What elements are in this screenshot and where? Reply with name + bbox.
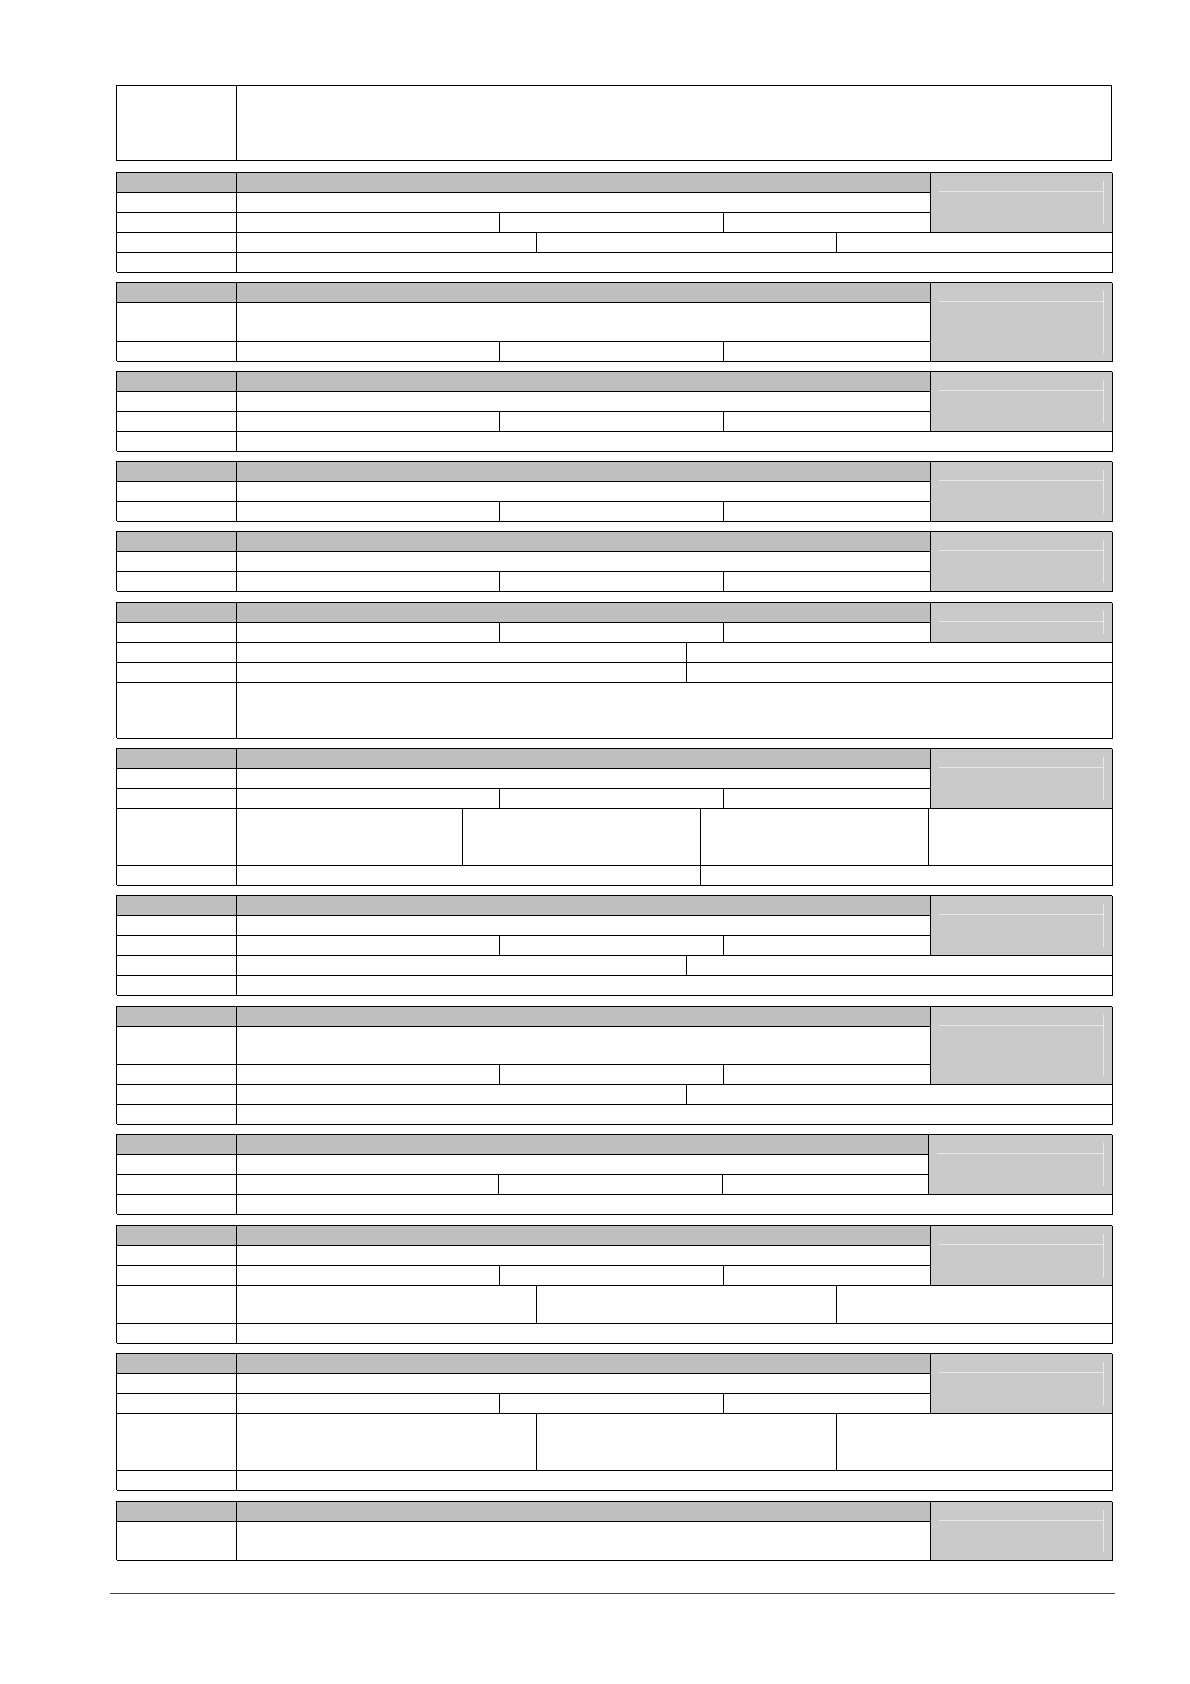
field-label-cell [117, 303, 237, 341]
field-input-cell[interactable] [237, 342, 500, 361]
section-header-row [117, 1135, 929, 1155]
field-input-cell[interactable] [837, 1286, 1113, 1323]
field-row [117, 976, 1113, 996]
field-input-cell[interactable] [237, 1522, 931, 1560]
field-row [117, 1374, 931, 1394]
header-value-cell [237, 1007, 931, 1026]
field-label-cell [117, 1027, 237, 1064]
field-input-cell[interactable] [929, 809, 1113, 865]
field-row [117, 342, 931, 362]
field-row [117, 1414, 1113, 1471]
field-input-cell[interactable] [687, 1085, 1113, 1104]
form-section-2 [116, 282, 1112, 361]
section-header-row [117, 1226, 931, 1246]
field-label-cell [117, 956, 237, 975]
field-input-cell[interactable] [724, 412, 931, 431]
field-input-cell[interactable] [500, 936, 724, 955]
field-input-cell[interactable] [500, 213, 724, 232]
field-input-cell[interactable] [724, 213, 931, 232]
field-input-cell[interactable] [687, 663, 1113, 682]
section-header-row [117, 372, 931, 392]
field-input-cell[interactable] [237, 502, 500, 521]
field-input-cell[interactable] [237, 1374, 931, 1393]
field-input-cell[interactable] [537, 1414, 837, 1470]
form-section-10 [116, 1134, 1112, 1214]
field-label-cell [117, 502, 237, 521]
form-section-6 [116, 602, 1112, 738]
field-label-cell [117, 663, 237, 682]
intro-block [116, 85, 1112, 161]
form-section-11 [116, 1225, 1112, 1343]
section-header-row [117, 896, 931, 916]
field-input-cell[interactable] [724, 936, 931, 955]
field-input-cell[interactable] [237, 303, 931, 341]
field-row [117, 916, 931, 936]
field-input-cell[interactable] [237, 623, 500, 642]
header-value-cell [237, 1354, 931, 1373]
field-label-cell [117, 643, 237, 662]
field-row [117, 392, 931, 412]
header-label-cell [117, 1007, 237, 1026]
field-row [117, 1471, 1113, 1491]
section-badge [931, 896, 1113, 956]
field-input-cell[interactable] [837, 233, 1113, 252]
field-row [117, 572, 931, 592]
header-value-cell [237, 1226, 931, 1245]
field-input-cell[interactable] [237, 552, 931, 571]
section-badge [931, 603, 1113, 643]
field-label-cell [117, 976, 237, 995]
field-input-cell[interactable] [237, 683, 1113, 738]
field-row [117, 623, 931, 643]
header-value-cell [237, 462, 931, 481]
section-header-row [117, 532, 931, 552]
header-value-cell [237, 372, 931, 391]
field-input-cell[interactable] [237, 412, 500, 431]
field-input-cell[interactable] [500, 412, 724, 431]
field-input-cell[interactable] [701, 866, 1113, 885]
field-input-cell[interactable] [237, 482, 931, 501]
field-row [117, 643, 1113, 663]
field-row [117, 1195, 1113, 1215]
field-input-cell[interactable] [500, 789, 724, 808]
field-label-cell [117, 233, 237, 252]
field-input-cell[interactable] [724, 623, 931, 642]
section-header-row [117, 603, 931, 623]
field-input-cell[interactable] [537, 233, 837, 252]
field-row [117, 193, 931, 213]
form-section-13 [116, 1501, 1112, 1560]
field-input-cell[interactable] [237, 1324, 1113, 1343]
section-badge [931, 532, 1113, 592]
field-input-cell[interactable] [237, 1394, 500, 1413]
header-label-cell [117, 462, 237, 481]
form-section-4 [116, 461, 1112, 521]
field-input-cell[interactable] [687, 643, 1113, 662]
field-row [117, 303, 931, 342]
header-label-cell [117, 283, 237, 302]
field-label-cell [117, 1246, 237, 1265]
field-label-cell [117, 1324, 237, 1343]
field-label-cell [117, 769, 237, 788]
field-label-cell [117, 1065, 237, 1084]
field-row [117, 1175, 929, 1195]
field-label-cell [117, 552, 237, 571]
field-input-cell[interactable] [237, 1246, 931, 1265]
field-row [117, 956, 1113, 976]
field-label-cell [117, 572, 237, 591]
form-section-8 [116, 895, 1112, 995]
form-section-12 [116, 1353, 1112, 1490]
field-row [117, 1085, 1113, 1105]
field-input-cell[interactable] [837, 1414, 1113, 1470]
field-label-cell [117, 623, 237, 642]
field-row [117, 936, 931, 956]
section-badge [931, 1226, 1113, 1286]
field-input-cell[interactable] [237, 1471, 1113, 1490]
field-input-cell[interactable] [499, 1175, 723, 1194]
field-input-cell[interactable] [237, 1155, 929, 1174]
field-row [117, 1394, 931, 1414]
field-input-cell[interactable] [237, 956, 687, 975]
form-section-7 [116, 748, 1112, 885]
field-row [117, 809, 1113, 866]
field-row [117, 213, 931, 233]
field-row [117, 1286, 1113, 1324]
field-row [117, 1522, 931, 1561]
field-label-cell [117, 482, 237, 501]
field-row [117, 683, 1113, 739]
header-label-cell [117, 372, 237, 391]
field-label-cell [117, 809, 237, 865]
field-label-cell [117, 1471, 237, 1490]
field-input-cell[interactable] [237, 572, 500, 591]
field-input-cell[interactable] [237, 213, 500, 232]
field-input-cell[interactable] [237, 193, 931, 212]
field-input-cell[interactable] [237, 1085, 687, 1104]
section-badge [931, 173, 1113, 233]
section-header-row [117, 1007, 931, 1027]
field-label-cell [117, 392, 237, 411]
field-input-cell[interactable] [237, 916, 931, 935]
header-value-cell [237, 603, 931, 622]
section-header-row [117, 173, 931, 193]
field-row [117, 769, 931, 789]
intro-label-cell [117, 86, 237, 160]
field-input-cell[interactable] [237, 392, 931, 411]
field-row [117, 1155, 929, 1175]
field-input-cell[interactable] [701, 809, 929, 865]
form-section-9 [116, 1006, 1112, 1124]
header-label-cell [117, 1354, 237, 1373]
field-label-cell [117, 432, 237, 451]
field-input-cell[interactable] [724, 1065, 931, 1084]
field-row [117, 1266, 931, 1286]
field-input-cell[interactable] [724, 1266, 931, 1285]
header-label-cell [117, 532, 237, 551]
field-label-cell [117, 1195, 237, 1214]
field-input-cell[interactable] [723, 1175, 929, 1194]
field-input-cell[interactable] [500, 342, 724, 361]
field-input-cell[interactable] [237, 1266, 500, 1285]
field-row [117, 432, 1113, 452]
field-label-cell [117, 253, 237, 272]
field-label-cell [117, 683, 237, 738]
field-label-cell [117, 412, 237, 431]
field-input-cell[interactable] [724, 502, 931, 521]
field-row [117, 663, 1113, 683]
field-label-cell [117, 1105, 237, 1124]
field-input-cell[interactable] [237, 936, 500, 955]
section-header-row [117, 1354, 931, 1374]
field-input-cell[interactable] [500, 502, 724, 521]
field-label-cell [117, 936, 237, 955]
field-row [117, 1105, 1113, 1125]
field-label-cell [117, 213, 237, 232]
section-header-row [117, 462, 931, 482]
field-label-cell [117, 1266, 237, 1285]
section-badge [931, 372, 1113, 432]
field-row [117, 253, 1113, 273]
field-label-cell [117, 916, 237, 935]
header-value-cell [237, 173, 931, 192]
field-input-cell[interactable] [237, 809, 463, 865]
field-row [117, 1324, 1113, 1344]
section-badge [929, 1135, 1113, 1195]
field-row [117, 789, 931, 809]
field-input-cell[interactable] [724, 342, 931, 361]
field-input-cell[interactable] [724, 572, 931, 591]
header-value-cell [237, 1502, 931, 1521]
header-value-cell [237, 283, 931, 302]
field-input-cell[interactable] [237, 1065, 500, 1084]
field-input-cell[interactable] [687, 956, 1113, 975]
header-value-cell [237, 532, 931, 551]
field-label-cell [117, 1155, 237, 1174]
field-input-cell[interactable] [724, 789, 931, 808]
section-badge [931, 1354, 1113, 1414]
field-input-cell[interactable] [237, 663, 687, 682]
field-input-cell[interactable] [237, 976, 1113, 995]
header-value-cell [237, 749, 931, 768]
field-input-cell[interactable] [463, 809, 701, 865]
field-row [117, 502, 931, 522]
field-label-cell [117, 1085, 237, 1104]
section-badge [931, 749, 1113, 809]
field-input-cell[interactable] [237, 643, 687, 662]
header-label-cell [117, 749, 237, 768]
section-header-row [117, 283, 931, 303]
field-input-cell[interactable] [237, 866, 701, 885]
field-input-cell[interactable] [500, 572, 724, 591]
field-input-cell[interactable] [537, 1286, 837, 1323]
field-input-cell[interactable] [500, 1065, 724, 1084]
header-value-cell [237, 1135, 929, 1154]
field-input-cell[interactable] [237, 1027, 931, 1064]
field-input-cell[interactable] [500, 1266, 724, 1285]
field-input-cell[interactable] [500, 1394, 724, 1413]
section-badge [931, 283, 1113, 362]
field-label-cell [117, 789, 237, 808]
field-row [117, 552, 931, 572]
section-badge [931, 462, 1113, 522]
field-input-cell[interactable] [237, 789, 500, 808]
form-section-5 [116, 531, 1112, 591]
header-label-cell [117, 1135, 237, 1154]
field-input-cell[interactable] [237, 1195, 1113, 1214]
header-value-cell [237, 896, 931, 915]
field-input-cell[interactable] [237, 1286, 537, 1323]
section-header-row [117, 1502, 931, 1522]
header-label-cell [117, 1226, 237, 1245]
header-label-cell [117, 173, 237, 192]
field-input-cell[interactable] [724, 1394, 931, 1413]
field-row [117, 482, 931, 502]
field-label-cell [117, 1522, 237, 1560]
section-badge [931, 1502, 1113, 1561]
field-label-cell [117, 1374, 237, 1393]
field-input-cell[interactable] [237, 432, 1113, 451]
section-header-row [117, 749, 931, 769]
field-row [117, 1065, 931, 1085]
field-label-cell [117, 1394, 237, 1413]
field-label-cell [117, 866, 237, 885]
field-row [117, 1027, 931, 1065]
field-row [117, 1246, 931, 1266]
field-input-cell[interactable] [237, 1105, 1113, 1124]
field-input-cell[interactable] [237, 233, 537, 252]
field-input-cell[interactable] [237, 1414, 537, 1470]
field-label-cell [117, 1175, 237, 1194]
form-section-3 [116, 371, 1112, 451]
form-section-1 [116, 172, 1112, 272]
field-input-cell[interactable] [500, 623, 724, 642]
field-row [117, 866, 1113, 886]
section-badge [931, 1007, 1113, 1085]
field-row [117, 233, 1113, 253]
field-input-cell[interactable] [237, 1175, 499, 1194]
field-label-cell [117, 193, 237, 212]
header-label-cell [117, 603, 237, 622]
header-label-cell [117, 1502, 237, 1521]
field-row [117, 412, 931, 432]
field-input-cell[interactable] [237, 253, 1113, 272]
field-label-cell [117, 342, 237, 361]
field-label-cell [117, 1286, 237, 1323]
field-input-cell[interactable] [237, 769, 931, 788]
field-label-cell [117, 1414, 237, 1470]
header-label-cell [117, 896, 237, 915]
footer-divider [110, 1593, 1115, 1594]
